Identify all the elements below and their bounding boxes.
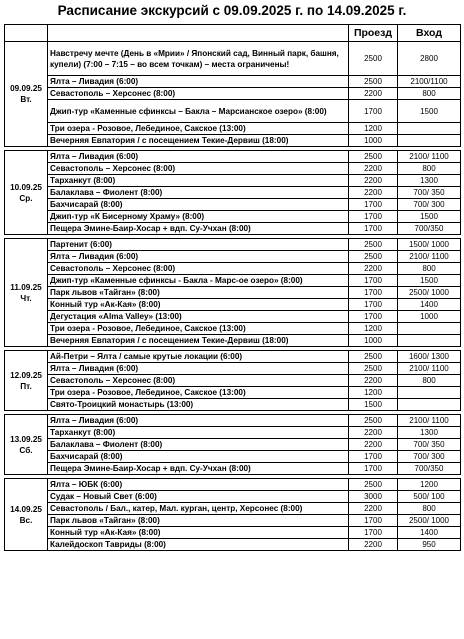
table-row <box>5 239 461 251</box>
tour-name: Ай-Петри – Ялта / самые крутые локации (6:00) <box>48 351 349 363</box>
drive-price: 2200 <box>349 503 398 515</box>
table-row <box>5 123 461 135</box>
drive-price: 2200 <box>349 439 398 451</box>
header-date <box>5 25 48 42</box>
entry-price: 1500 <box>398 275 461 287</box>
schedule-table <box>4 24 461 551</box>
table-row <box>5 299 461 311</box>
entry-price: 700/ 350 <box>398 187 461 199</box>
tour-name: Севастополь – Херсонес (8:00) <box>48 163 349 175</box>
drive-price: 1000 <box>349 135 398 147</box>
drive-price: 1700 <box>349 100 398 123</box>
tour-name: Ялта – Ливадия (6:00) <box>48 415 349 427</box>
tour-name: Ялта – Ливадия (6:00) <box>48 76 349 88</box>
drive-price: 2500 <box>349 239 398 251</box>
tour-name: Вечерняя Евпатория / с посещением Текие-Дервиш (18:00) <box>48 135 349 147</box>
drive-price: 2500 <box>349 76 398 88</box>
entry-price: 800 <box>398 375 461 387</box>
entry-price: 700/350 <box>398 223 461 235</box>
tour-name: Навстречу мечте (День в «Мрии» / Японский сад, Винный парк, башня, купели) (7:00 – 7:15 – во всем точкам) – места ограничены! <box>48 42 349 76</box>
table-row <box>5 439 461 451</box>
entry-price: 700/350 <box>398 463 461 475</box>
tour-name: Севастополь – Херсонес (8:00) <box>48 375 349 387</box>
table-row <box>5 399 461 411</box>
table-row <box>5 503 461 515</box>
entry-price: 1600/ 1300 <box>398 351 461 363</box>
table-row <box>5 100 461 123</box>
entry-price: 950 <box>398 539 461 551</box>
day-date-cell <box>5 479 48 551</box>
day-date: 10.09.25 <box>10 182 42 192</box>
day-date-cell <box>5 415 48 475</box>
table-row <box>5 187 461 199</box>
table-row <box>5 323 461 335</box>
day-date: 12.09.25 <box>10 370 42 380</box>
drive-price: 3000 <box>349 491 398 503</box>
drive-price: 1700 <box>349 199 398 211</box>
day-weekday: Пт. <box>20 381 32 391</box>
entry-price <box>398 399 461 411</box>
entry-price: 2100/1100 <box>398 76 461 88</box>
entry-price: 2800 <box>398 42 461 76</box>
tour-name: Севастополь / Бал., катер, Мал. курган, центр, Херсонес (8:00) <box>48 503 349 515</box>
day-weekday: Вс. <box>19 515 33 525</box>
header-entry: Вход <box>398 25 461 42</box>
day-weekday: Чт. <box>20 293 32 303</box>
day-weekday: Ср. <box>19 193 33 203</box>
entry-price: 1500 <box>398 100 461 123</box>
header-row <box>5 25 461 42</box>
drive-price: 1700 <box>349 223 398 235</box>
drive-price: 2500 <box>349 42 398 76</box>
drive-price: 2200 <box>349 375 398 387</box>
drive-price: 1200 <box>349 387 398 399</box>
table-row <box>5 251 461 263</box>
entry-price: 1500/ 1000 <box>398 239 461 251</box>
tour-name: Парк львов «Тайган» (8:00) <box>48 515 349 527</box>
entry-price: 700/ 300 <box>398 451 461 463</box>
table-row <box>5 451 461 463</box>
drive-price: 2200 <box>349 263 398 275</box>
tour-name: Пещера Эмине-Баир-Хосар + вдп. Су-Учхан (8:00) <box>48 463 349 475</box>
table-row <box>5 463 461 475</box>
tour-name: Джип-тур «Каменные сфинксы – Бакла – Марсианское озеро» (8:00) <box>48 100 349 123</box>
table-row <box>5 263 461 275</box>
tour-name: Севастополь – Херсонес (8:00) <box>48 263 349 275</box>
drive-price: 2500 <box>349 351 398 363</box>
table-row <box>5 223 461 235</box>
entry-price: 1300 <box>398 427 461 439</box>
drive-price: 2200 <box>349 88 398 100</box>
entry-price: 1200 <box>398 479 461 491</box>
drive-price: 1700 <box>349 299 398 311</box>
day-weekday: Сб. <box>19 445 33 455</box>
tour-name: Джип-тур «К Бисерному Храму» (8:00) <box>48 211 349 223</box>
day-date: 14.09.25 <box>10 504 42 514</box>
tour-name: Три озера - Розовое, Лебединое, Сакское (13:00) <box>48 323 349 335</box>
table-row <box>5 415 461 427</box>
drive-price: 2500 <box>349 251 398 263</box>
table-row <box>5 199 461 211</box>
tour-name: Тарханкут (8:00) <box>48 427 349 439</box>
tour-name: Свято-Троицкий монастырь (13:00) <box>48 399 349 411</box>
table-row <box>5 351 461 363</box>
entry-price: 2100/ 1100 <box>398 251 461 263</box>
entry-price <box>398 323 461 335</box>
entry-price: 2100/ 1100 <box>398 415 461 427</box>
entry-price <box>398 387 461 399</box>
entry-price <box>398 335 461 347</box>
table-row <box>5 211 461 223</box>
drive-price: 2200 <box>349 163 398 175</box>
table-row <box>5 387 461 399</box>
entry-price: 2100/ 1100 <box>398 363 461 375</box>
entry-price: 800 <box>398 163 461 175</box>
day-date-cell <box>5 351 48 411</box>
drive-price: 1700 <box>349 463 398 475</box>
day-weekday: Вт. <box>20 95 32 104</box>
header-tour <box>48 25 349 42</box>
drive-price: 2200 <box>349 187 398 199</box>
entry-price: 700/ 300 <box>398 199 461 211</box>
tour-name: Джип-тур «Каменные сфинксы - Бакла - Марс-ое озеро» (8:00) <box>48 275 349 287</box>
drive-price: 2200 <box>349 539 398 551</box>
table-row <box>5 163 461 175</box>
tour-name: Пещера Эмине-Баир-Хосар + вдп. Су-Учхан (8:00) <box>48 223 349 235</box>
tour-name: Вечерняя Евпатория / с посещением Текие-Дервиш (18:00) <box>48 335 349 347</box>
entry-price: 1000 <box>398 311 461 323</box>
table-row <box>5 515 461 527</box>
table-row <box>5 151 461 163</box>
drive-price: 1500 <box>349 399 398 411</box>
tour-name: Ялта – Ливадия (6:00) <box>48 151 349 163</box>
day-date-cell <box>5 239 48 347</box>
tour-name: Ялта – ЮБК (6:00) <box>48 479 349 491</box>
tour-name: Балаклава – Фиолент (8:00) <box>48 439 349 451</box>
drive-price: 2500 <box>349 415 398 427</box>
tour-name: Парк львов «Тайган» (8:00) <box>48 287 349 299</box>
tour-name: Тарханкут (8:00) <box>48 175 349 187</box>
drive-price: 1200 <box>349 323 398 335</box>
tour-name: Калейдоскоп Тавриды (8:00) <box>48 539 349 551</box>
table-row <box>5 275 461 287</box>
header-drive: Проезд <box>349 25 398 42</box>
entry-price: 700/ 350 <box>398 439 461 451</box>
entry-price: 800 <box>398 88 461 100</box>
tour-name: Севастополь – Херсонес (8:00) <box>48 88 349 100</box>
tour-name: Ялта – Ливадия (6:00) <box>48 251 349 263</box>
drive-price: 2500 <box>349 479 398 491</box>
entry-price: 1500 <box>398 211 461 223</box>
tour-name: Бахчисарай (8:00) <box>48 451 349 463</box>
drive-price: 2200 <box>349 175 398 187</box>
day-date: 11.09.25 <box>10 282 42 292</box>
tour-name: Ялта – Ливадия (6:00) <box>48 363 349 375</box>
tour-name: Три озера - Розовое, Лебединое, Сакское (13:00) <box>48 123 349 135</box>
entry-price: 800 <box>398 263 461 275</box>
entry-price: 1300 <box>398 175 461 187</box>
table-row <box>5 427 461 439</box>
tour-name: Дегустация «Alma Valley» (13:00) <box>48 311 349 323</box>
entry-price <box>398 123 461 135</box>
table-row <box>5 135 461 147</box>
day-date-cell <box>5 42 48 147</box>
drive-price: 2500 <box>349 363 398 375</box>
day-date: 13.09.25 <box>10 434 42 444</box>
entry-price: 500/ 100 <box>398 491 461 503</box>
table-row <box>5 76 461 88</box>
drive-price: 1700 <box>349 515 398 527</box>
drive-price: 1700 <box>349 451 398 463</box>
schedule-body <box>5 42 461 551</box>
drive-price: 2500 <box>349 151 398 163</box>
drive-price: 2200 <box>349 427 398 439</box>
table-row <box>5 88 461 100</box>
tour-name: Три озера - Розовое, Лебединое, Сакское (13:00) <box>48 387 349 399</box>
drive-price: 1200 <box>349 123 398 135</box>
page-title: Расписание экскурсий с 09.09.2025 г. по 14.09.2025 г. <box>57 3 407 18</box>
entry-price: 2500/ 1000 <box>398 515 461 527</box>
tour-name: Конный тур «Ак-Кая» (8:00) <box>48 527 349 539</box>
table-row <box>5 527 461 539</box>
drive-price: 1700 <box>349 527 398 539</box>
drive-price: 1000 <box>349 335 398 347</box>
table-row <box>5 491 461 503</box>
drive-price: 1700 <box>349 275 398 287</box>
drive-price: 1700 <box>349 211 398 223</box>
table-row <box>5 363 461 375</box>
drive-price: 1700 <box>349 311 398 323</box>
day-date: 09.09.25 <box>10 84 42 93</box>
tour-name: Судак – Новый Свет (6:00) <box>48 491 349 503</box>
day-date-cell <box>5 151 48 235</box>
drive-price: 1700 <box>349 287 398 299</box>
table-row <box>5 175 461 187</box>
tour-name: Конный тур «Ак-Кая» (8:00) <box>48 299 349 311</box>
table-row <box>5 311 461 323</box>
table-row <box>5 287 461 299</box>
entry-price: 800 <box>398 503 461 515</box>
tour-name: Бахчисарай (8:00) <box>48 199 349 211</box>
entry-price <box>398 135 461 147</box>
table-row <box>5 335 461 347</box>
table-row <box>5 375 461 387</box>
entry-price: 1400 <box>398 299 461 311</box>
entry-price: 2500/ 1000 <box>398 287 461 299</box>
tour-name: Партенит (6:00) <box>48 239 349 251</box>
entry-price: 2100/ 1100 <box>398 151 461 163</box>
table-row <box>5 479 461 491</box>
entry-price: 1400 <box>398 527 461 539</box>
tour-name: Балаклава – Фиолент (8:00) <box>48 187 349 199</box>
table-row <box>5 42 461 76</box>
table-row <box>5 539 461 551</box>
